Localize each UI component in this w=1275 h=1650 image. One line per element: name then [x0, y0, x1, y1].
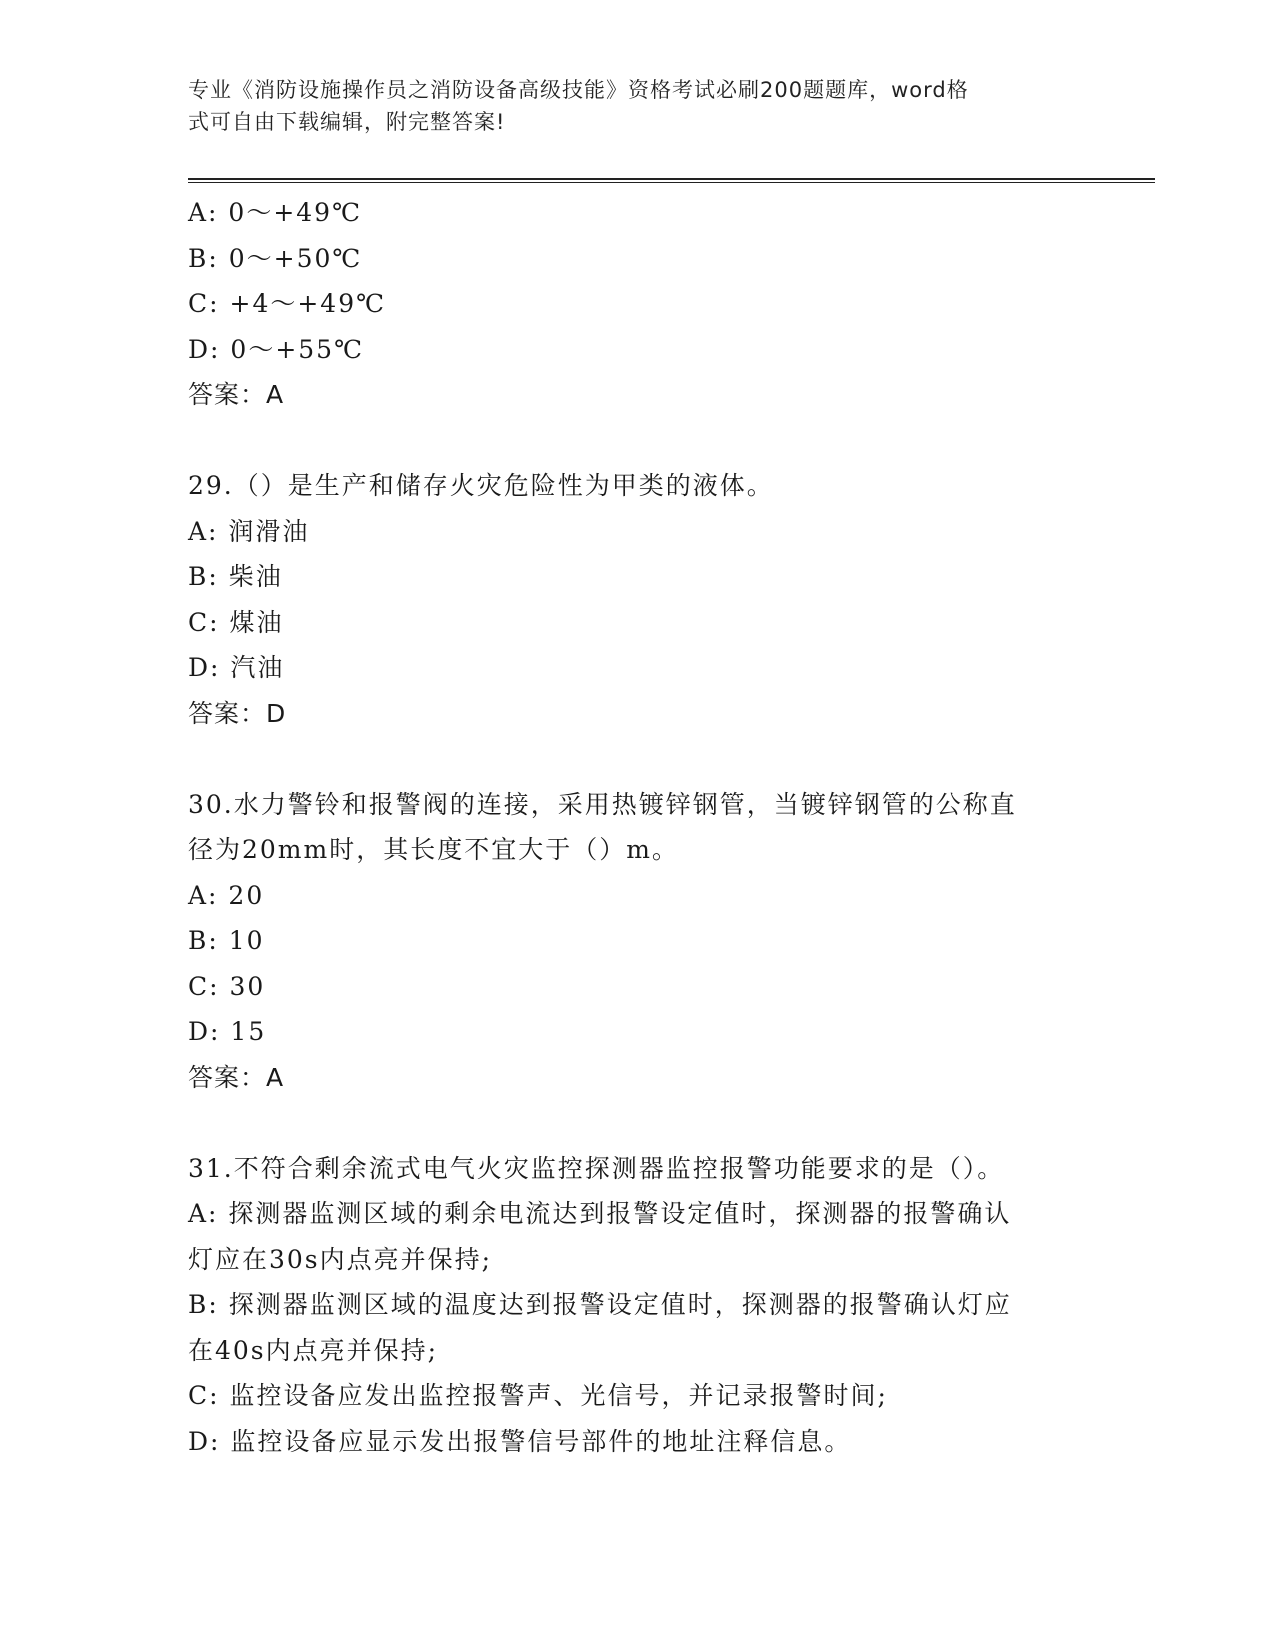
option-a: A: 润滑油 — [188, 516, 310, 546]
option-d: D: 0～+55℃ — [188, 334, 365, 364]
option-b: B: 柴油 — [188, 562, 283, 591]
question-28 — [188, 190, 1088, 418]
option-d: D: 15 — [188, 1017, 267, 1046]
question-30 — [188, 782, 1088, 1101]
option-b-line-1: B: 探测器监测区域的温度达到报警设定值时，探测器的报警确认灯应 — [188, 1290, 1012, 1319]
question-stem-line-2: 径为20mm时，其长度不宜大于（）m。 — [188, 835, 679, 864]
question-stem: 29.（）是生产和储存火灾危险性为甲类的液体。 — [188, 471, 774, 500]
question-list — [188, 190, 1088, 1464]
question-stem: 31.不符合剩余流式电气火灾监控探测器监控报警功能要求的是（）。 — [188, 1153, 1005, 1183]
question-31 — [188, 1146, 1088, 1465]
option-b: B: 0～+50℃ — [188, 243, 363, 273]
option-c: C: 煤油 — [188, 607, 284, 637]
header-line-2: 式可自由下载编辑，附完整答案! — [188, 110, 506, 134]
option-c: C: 监控设备应发出监控报警声、光信号，并记录报警时间; — [188, 1381, 888, 1410]
option-d: D: 监控设备应显示发出报警信号部件的地址注释信息。 — [188, 1426, 852, 1456]
option-a: A: 20 — [188, 880, 265, 910]
header-line-1: 专业《消防设施操作员之消防设备高级技能》资格考试必刷200题题库，word格 — [188, 78, 969, 102]
option-a: A: 0～+49℃ — [188, 198, 363, 227]
option-a-line-1: A: 探测器监测区域的剩余电流达到报警设定值时，探测器的报警确认 — [188, 1199, 1012, 1228]
document-header — [188, 74, 1068, 138]
answer-text: 答案：A — [188, 1062, 285, 1092]
question-29 — [188, 463, 1088, 736]
option-b-line-2: 在40s内点亮并保持; — [188, 1335, 439, 1365]
option-c: C: 30 — [188, 971, 266, 1001]
option-a-line-2: 灯应在30s内点亮并保持; — [188, 1244, 493, 1274]
option-d: D: 汽油 — [188, 653, 285, 682]
answer-text: 答案：A — [188, 380, 285, 409]
header-divider-thick — [188, 178, 1155, 180]
option-c: C: +4～+49℃ — [188, 289, 387, 318]
header-divider-thin — [188, 182, 1155, 183]
spacer — [188, 418, 1088, 464]
answer-text: 答案：D — [188, 698, 287, 728]
spacer — [188, 1100, 1088, 1146]
option-b: B: 10 — [188, 926, 265, 955]
question-stem-line-1: 30.水力警铃和报警阀的连接，采用热镀锌钢管，当镀锌钢管的公称直 — [188, 789, 1017, 819]
spacer — [188, 736, 1088, 782]
